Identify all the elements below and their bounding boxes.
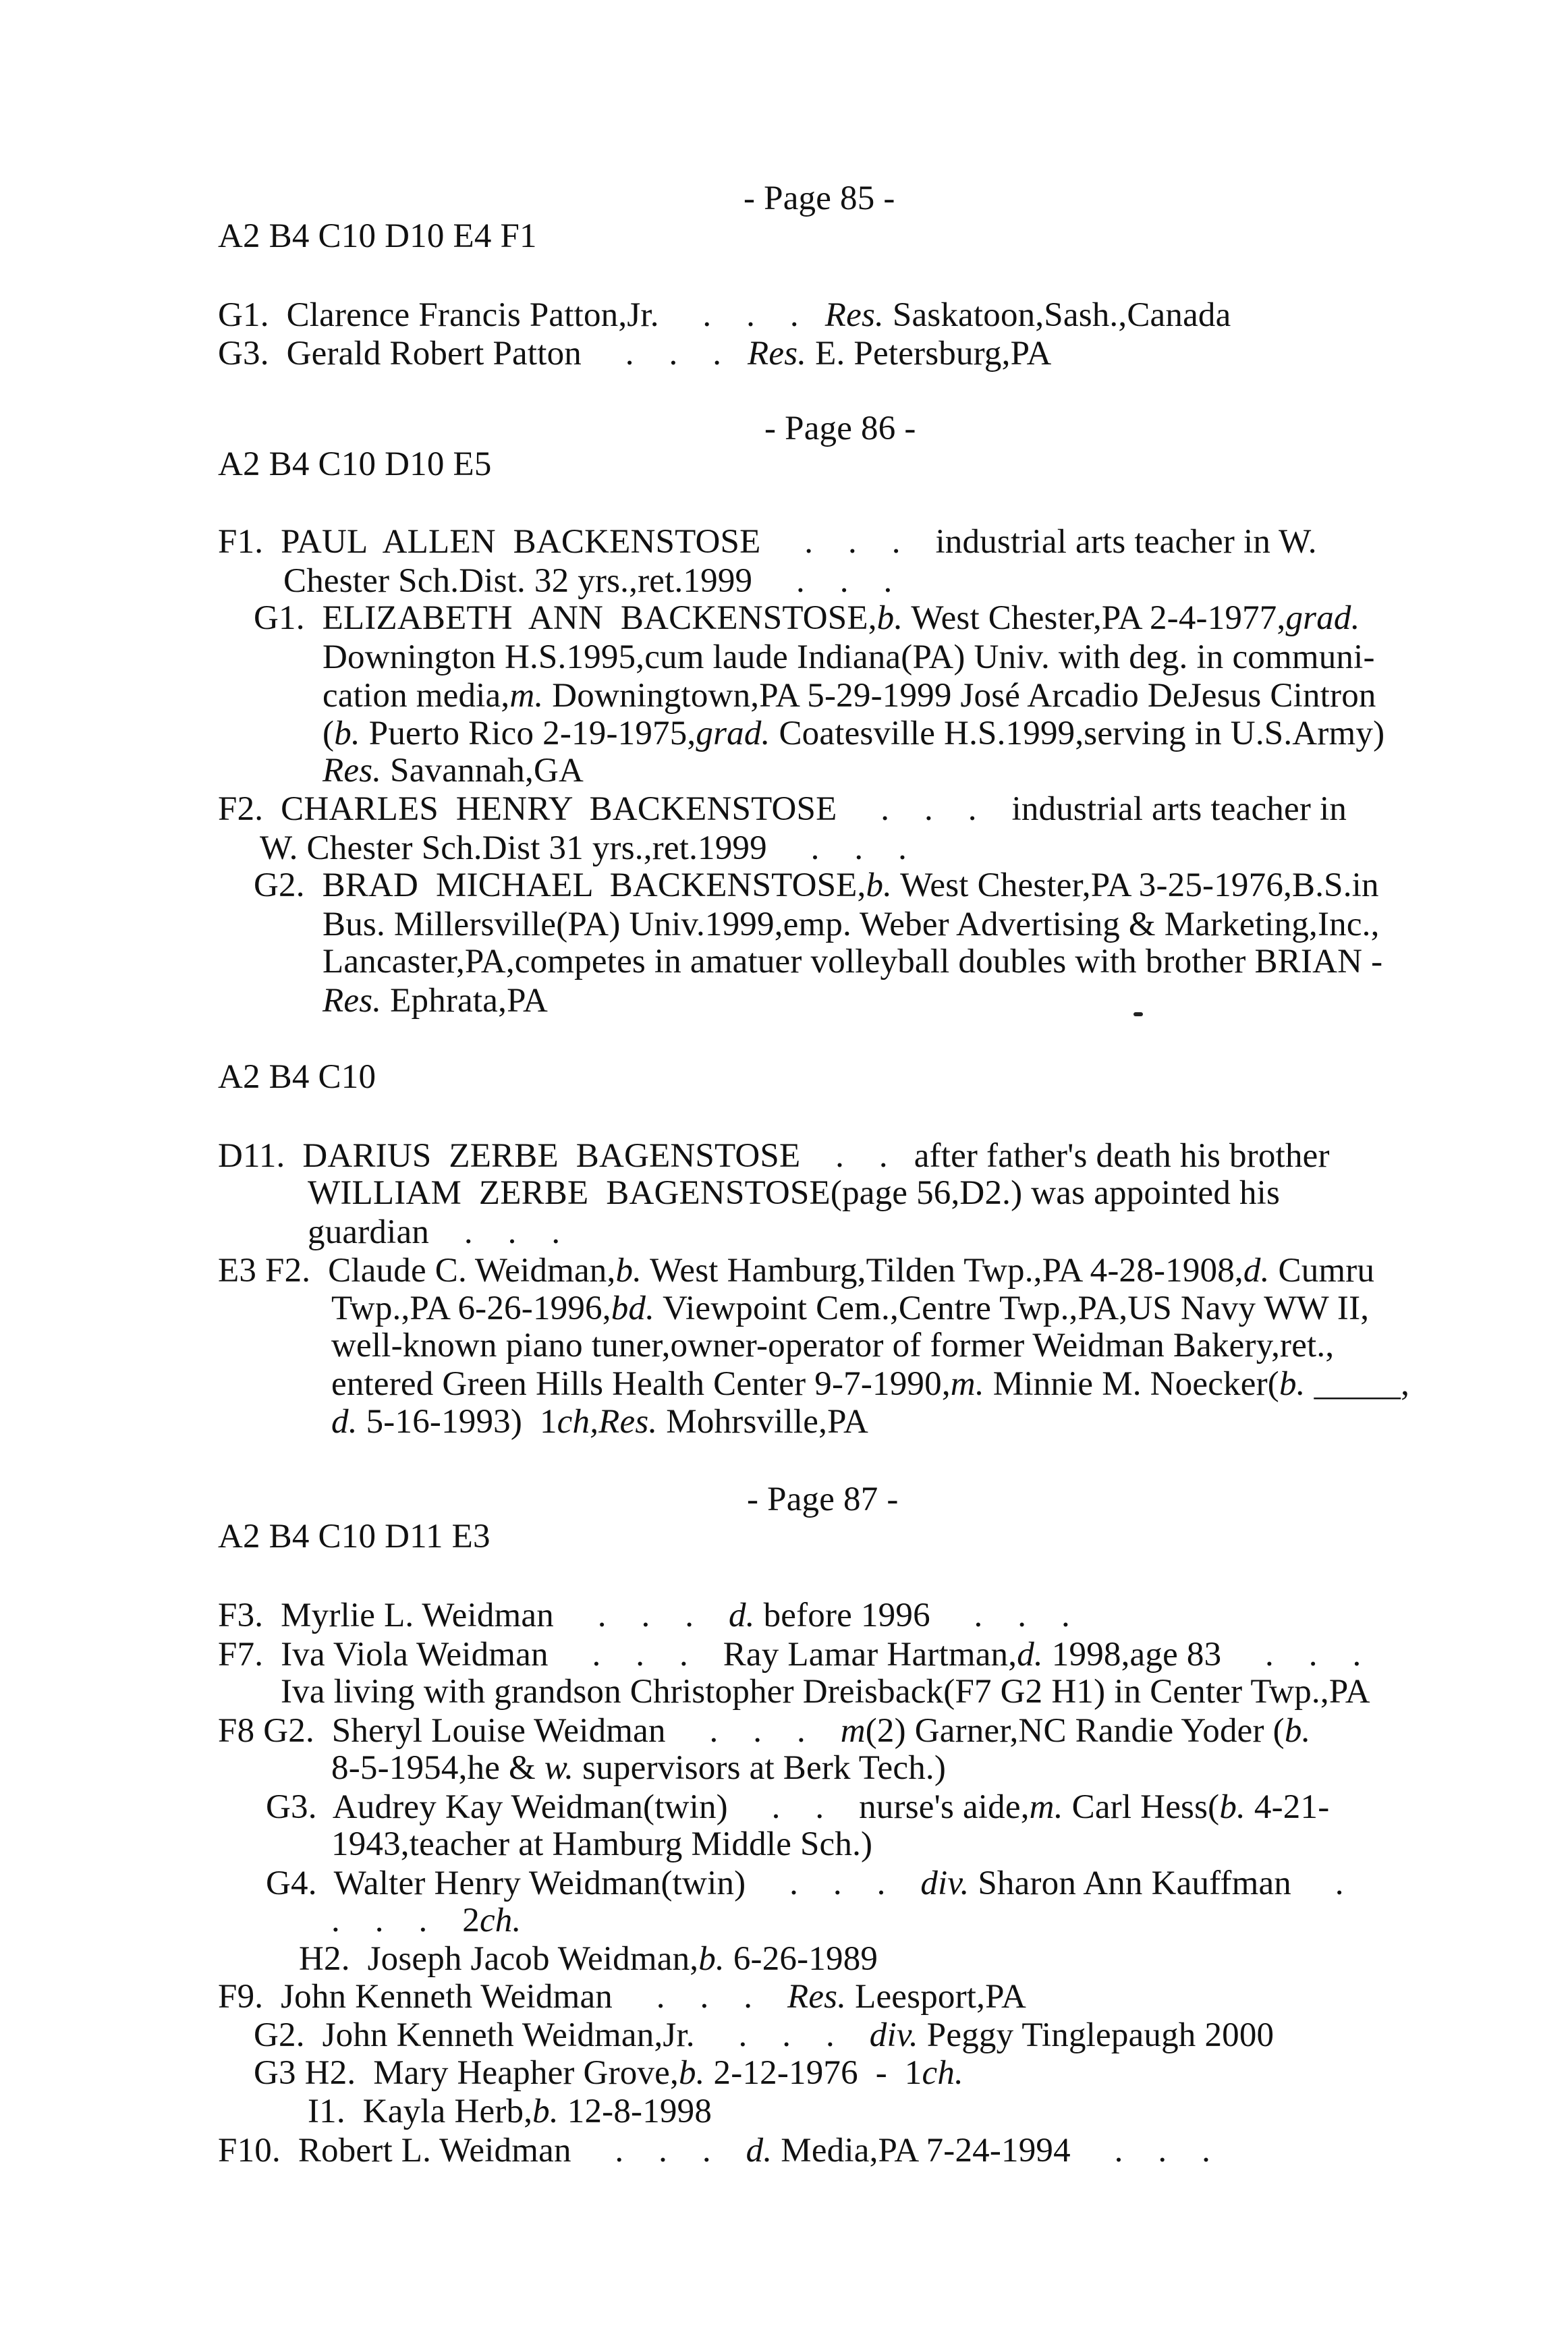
text-run: 1998,age 83 . . . [1042,1636,1362,1674]
text-run: Sharon Ann Kauffman . [969,1865,1344,1902]
text-run: Chester Sch.Dist. 32 yrs.,ret.1999 . . . [283,562,893,600]
page-header [764,410,916,447]
text-run: 2-12-1976 - 1 [704,2054,922,2092]
text-run: WILLIAM ZERBE BAGENSTOSE(page 56,D2.) was appointed his [308,1174,1281,1212]
italic-abbreviation: Res. [323,982,382,1020]
text-run: - Page 87 - [747,1481,899,1518]
text-run: A2 B4 C10 D10 E4 F1 [218,217,537,255]
entry [299,1940,878,1978]
text-run: F9. John Kenneth Weidman . . . [218,1978,787,2016]
italic-abbreviation: d. [746,2132,773,2170]
italic-abbreviation: b. [532,2093,559,2130]
text-run: ( [323,715,335,752]
text-run: E. Petersburg,PA [806,335,1052,372]
text-run: West Chester,PA 2-4-1977, [903,599,1286,637]
text-run: F1. PAUL ALLEN BACKENSTOSE . . . industrial arts teacher in W. [218,523,1317,561]
italic-abbreviation: Res. [323,752,382,790]
text-run: West Chester,PA 3-25-1976,B.S.in [892,866,1379,904]
entry-continuation [331,1290,1369,1327]
text-run: A2 B4 C10 D10 E5 [218,445,492,483]
italic-abbreviation: grad. [696,715,771,752]
italic-abbreviation: d. [728,1597,755,1634]
entry-continuation [323,906,1380,943]
entry [254,866,1379,904]
text-run: 4-21- [1245,1788,1330,1826]
entry [218,1712,1310,1750]
text-run: well-known piano tuner,owner-operator of former Weidman Bakery,ret., [331,1327,1335,1364]
text-run: Savannah,GA [381,752,584,790]
italic-abbreviation: m. [950,1365,984,1403]
entry-continuation [260,829,907,867]
italic-abbreviation: ch. [479,1902,522,1939]
text-run: G4. Walter Henry Weidman(twin) . . . [266,1865,921,1902]
entry [254,2016,1274,2054]
text-run: D11. DARIUS ZERBE BAGENSTOSE . . after father's death his brother [218,1137,1330,1175]
entry-continuation [308,1174,1280,1212]
text-run: (2) Garner,NC Randie Yoder ( [865,1712,1285,1750]
text-run: G3. Audrey Kay Weidman(twin) . . nurse's aide, [266,1788,1030,1826]
entry [308,2093,712,2130]
italic-abbreviation: b. [1279,1365,1306,1403]
entry [218,523,1317,561]
section-heading [218,1058,376,1096]
entry-continuation [323,677,1376,715]
text-run: Puerto Rico 2-19-1975, [360,715,696,752]
italic-abbreviation: ch. [922,2054,964,2092]
text-run: 6-26-1989 [724,1940,878,1978]
text-run: guardian . . . [308,1213,561,1251]
text-run: F3. Myrlie L. Weidman . . . [218,1597,729,1634]
italic-abbreviation: bd. [611,1290,655,1327]
text-run: E3 F2. Claude C. Weidman, [218,1252,616,1290]
entry [218,790,1347,828]
italic-abbreviation: m [840,1712,866,1750]
section-heading [218,217,537,255]
italic-abbreviation: ch,Res. [557,1403,658,1441]
text-run: G3 H2. Mary Heapher Grove, [254,2054,679,2092]
italic-abbreviation: d. [1243,1252,1270,1290]
entry [218,1137,1330,1175]
text-run: . . . 2 [331,1902,480,1939]
text-run: Twp.,PA 6-26-1996, [331,1290,611,1327]
text-run: Viewpoint Cem.,Centre Twp.,PA,US Navy WW II, [654,1290,1370,1327]
italic-abbreviation: b. [334,715,360,752]
stray-ink-mark [1133,1012,1143,1016]
text-run: I1. Kayla Herb, [308,2093,533,2130]
text-run: supervisors at Berk Tech.) [573,1749,947,1787]
text-run: G2. John Kenneth Weidman,Jr. . . . [254,2016,870,2054]
text-run: cation media, [323,677,510,715]
entry-continuation [331,1749,946,1787]
text-run: - Page 85 - [744,180,895,217]
text-run: Cumru [1269,1252,1375,1290]
italic-abbreviation: m. [1029,1788,1063,1826]
entry-continuation [323,982,548,1020]
italic-abbreviation: b. [876,599,903,637]
text-run: Carl Hess( [1063,1788,1220,1826]
italic-abbreviation: d. [331,1403,358,1441]
entry-continuation [323,715,1384,752]
text-run: A2 B4 C10 D11 E3 [218,1518,491,1555]
text-run: G3. Gerald Robert Patton . . . [218,335,748,372]
entry [254,2054,963,2092]
entry [266,1788,1329,1826]
entry-continuation [331,1365,1409,1403]
entry [254,599,1360,637]
italic-abbreviation: grad. [1285,599,1360,637]
text-run: Saskatoon,Sash.,Canada [883,296,1231,334]
entry [218,1978,1026,2016]
entry-continuation [308,1213,560,1251]
italic-abbreviation: d. [1017,1636,1043,1674]
italic-abbreviation: Res. [824,296,884,334]
entry [266,1865,1344,1902]
text-run: _____, [1305,1365,1410,1403]
entry-continuation [323,943,1382,981]
text-run: Iva living with grandson Christopher Dreisback(F7 G2 H1) in Center Twp.,PA [281,1673,1370,1711]
entry [218,335,1051,372]
text-run: 5-16-1993) 1 [357,1403,557,1441]
italic-abbreviation: Res. [787,1978,847,2016]
italic-abbreviation: div. [920,1865,970,1902]
page-header [747,1481,899,1518]
text-run: 8-5-1954,he & [331,1749,544,1787]
entry [218,296,1231,334]
italic-abbreviation: b. [866,866,893,904]
entry-continuation [283,562,892,600]
entry-continuation [323,752,584,790]
text-run: F7. Iva Viola Weidman . . . Ray Lamar Hartman, [218,1636,1017,1674]
text-run: Ephrata,PA [381,982,548,1020]
italic-abbreviation: b. [1219,1788,1245,1826]
entry [218,1597,1070,1634]
text-run: A2 B4 C10 [218,1058,376,1096]
text-run: 1943,teacher at Hamburg Middle Sch.) [331,1825,873,1863]
text-run: Downington H.S.1995,cum laude Indiana(PA) Univ. with deg. in communi- [323,638,1375,676]
italic-abbreviation: b. [615,1252,642,1290]
text-run: before 1996 . . . [754,1597,1070,1634]
italic-abbreviation: b. [678,2054,705,2092]
text-run: entered Green Hills Health Center 9-7-1990, [331,1365,951,1403]
text-run: Peggy Tinglepaugh 2000 [918,2016,1275,2054]
text-run: Leesport,PA [846,1978,1027,2016]
text-run: Downingtown,PA 5-29-1999 José Arcadio DeJesus Cintron [543,677,1376,715]
section-heading [218,445,492,483]
text-run: W. Chester Sch.Dist 31 yrs.,ret.1999 . . . [260,829,907,867]
text-run: G1. Clarence Francis Patton,Jr. . . . [218,296,825,334]
text-run: G1. ELIZABETH ANN BACKENSTOSE, [254,599,877,637]
text-run: Mohrsville,PA [657,1403,868,1441]
text-run: Lancaster,PA,competes in amatuer volleyball doubles with brother BRIAN - [323,943,1383,981]
entry-continuation [331,1902,521,1939]
entry-continuation [323,638,1375,676]
italic-abbreviation: b. [1284,1712,1311,1750]
section-heading [218,1518,491,1555]
italic-abbreviation: m. [509,677,544,715]
entry [218,2132,1210,2170]
text-run: West Hamburg,Tilden Twp.,PA 4-28-1908, [642,1252,1243,1290]
text-run: F8 G2. Sheryl Louise Weidman . . . [218,1712,841,1750]
entry-continuation [331,1403,868,1441]
text-run: Coatesville H.S.1999,serving in U.S.Army) [770,715,1385,752]
text-run: Minnie M. Noecker( [984,1365,1279,1403]
italic-abbreviation: div. [869,2016,918,2054]
text-run: Media,PA 7-24-1994 . . . [772,2132,1211,2170]
text-run: G2. BRAD MICHAEL BACKENSTOSE, [254,866,866,904]
text-run: F2. CHARLES HENRY BACKENSTOSE . . . industrial arts teacher in [218,790,1347,828]
italic-abbreviation: b. [698,1940,725,1978]
entry-continuation [331,1327,1334,1364]
text-run: 12-8-1998 [558,2093,712,2130]
text-run: F10. Robert L. Weidman . . . [218,2132,746,2170]
page-header [744,180,895,217]
italic-abbreviation: w. [544,1749,574,1787]
entry [218,1636,1361,1674]
entry [218,1252,1374,1290]
entry-continuation [331,1825,872,1863]
text-run: H2. Joseph Jacob Weidman, [299,1940,699,1978]
text-run: Bus. Millersville(PA) Univ.1999,emp. Weber Advertising & Marketing,Inc., [323,906,1380,943]
text-run: - Page 86 - [764,410,916,447]
entry-continuation [281,1673,1370,1711]
italic-abbreviation: Res. [748,335,807,372]
